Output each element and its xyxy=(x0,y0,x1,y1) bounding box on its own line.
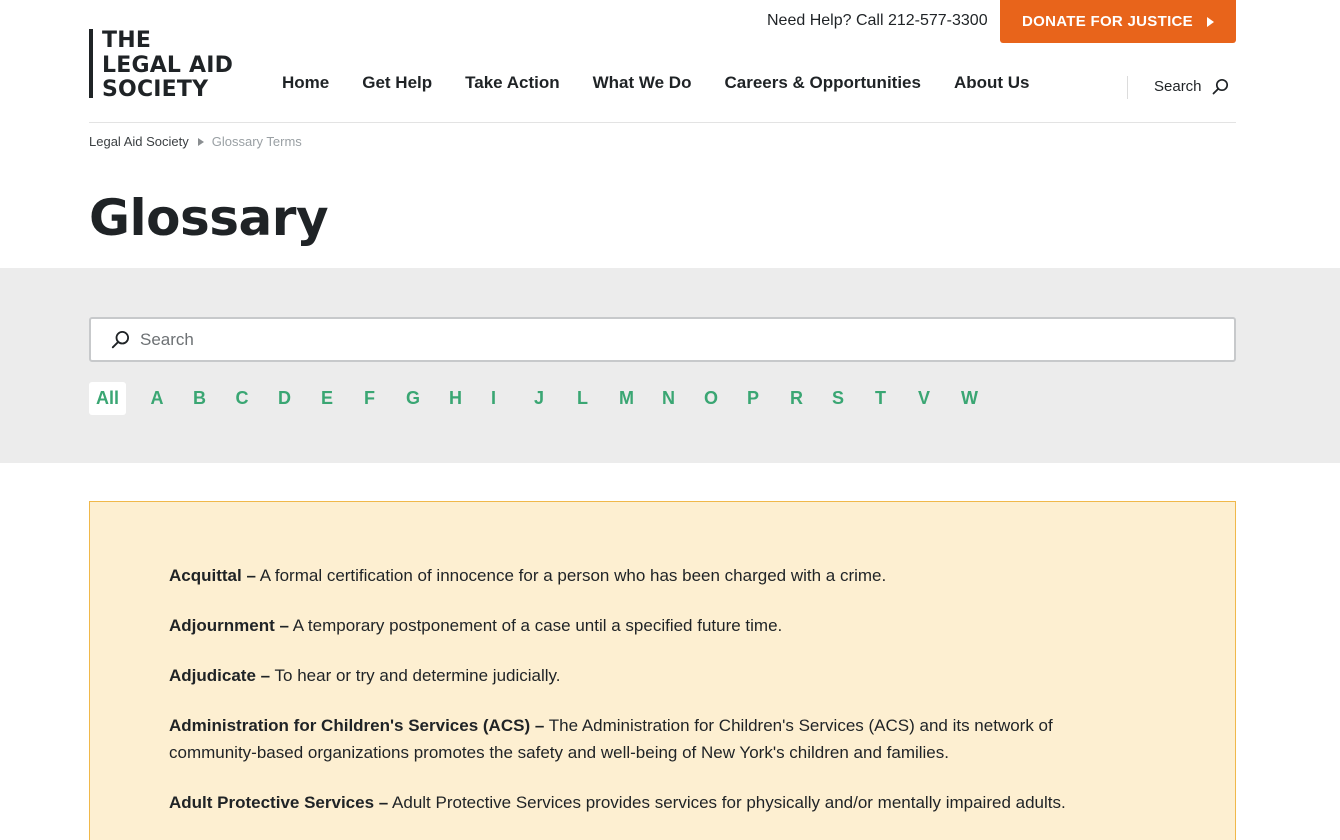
nav-item-take-action[interactable]: Take Action xyxy=(465,73,560,92)
header-search-button[interactable] xyxy=(1154,76,1229,96)
glossary-search-box[interactable] xyxy=(89,317,1236,362)
letter-filter-all[interactable]: All xyxy=(89,382,126,415)
term-dash: – xyxy=(260,666,271,685)
site-header xyxy=(0,0,1340,123)
glossary-definition: To hear or try and determine judicially. xyxy=(274,666,561,685)
glossary-entry xyxy=(169,663,1089,690)
letter-filter-item[interactable]: R xyxy=(790,388,803,408)
letter-filter-item[interactable]: S xyxy=(832,388,845,408)
letter-filter-item[interactable]: N xyxy=(662,388,675,408)
letter-filter-item[interactable]: I xyxy=(491,388,497,408)
breadcrumb-home-link[interactable]: Legal Aid Society xyxy=(89,134,189,149)
glossary-filter-band xyxy=(0,268,1340,463)
glossary-definition: Adult Protective Services provides services for physically and/or mentally impaired adults. xyxy=(392,792,1066,812)
nav-item-what-we-do[interactable]: What We Do xyxy=(592,73,692,92)
caret-right-icon xyxy=(1207,17,1214,27)
nav-item-careers[interactable]: Careers & Opportunities xyxy=(724,73,921,92)
letter-filter-item[interactable]: W xyxy=(961,388,978,408)
logo-line-2: LEGAL AID xyxy=(102,52,234,78)
letter-filter-item[interactable]: B xyxy=(193,388,206,408)
breadcrumb-separator-icon xyxy=(198,138,204,146)
header-search-label: Search xyxy=(1154,77,1202,95)
letter-filter-item[interactable]: M xyxy=(619,388,634,408)
letter-filter-item[interactable]: T xyxy=(875,388,886,408)
logo-line-3: SOCIETY xyxy=(102,77,209,102)
glossary-term: Acquittal xyxy=(169,566,242,585)
nav-divider xyxy=(1127,76,1128,99)
letter-filter-item[interactable]: G xyxy=(406,388,421,408)
glossary-definition: A temporary postponement of a case until a specified future time. xyxy=(292,616,783,635)
glossary-entry xyxy=(169,613,1089,640)
breadcrumb-current: Glossary Terms xyxy=(211,134,302,149)
glossary-entry xyxy=(169,563,1089,590)
donate-label: DONATE FOR JUSTICE xyxy=(1022,13,1193,30)
letter-filter-item[interactable]: L xyxy=(577,388,588,408)
letter-filter-item[interactable]: V xyxy=(918,388,931,408)
glossary-search-input[interactable] xyxy=(140,330,1140,350)
term-dash: – xyxy=(534,716,545,735)
glossary-definition: A formal certification of innocence for a person who has been charged with a crime. xyxy=(259,566,887,585)
logo-line-1: THE xyxy=(102,28,152,53)
letter-filter-item[interactable]: D xyxy=(278,388,291,408)
glossary-definition: The Administration for Children's Services (ACS) and its network of community-based organizations promotes the safety and well-being of New York's children and families. xyxy=(169,716,1053,762)
search-icon xyxy=(1212,78,1229,95)
letter-filter-item[interactable]: A xyxy=(150,388,164,408)
term-dash: – xyxy=(246,566,256,585)
search-icon xyxy=(111,330,130,349)
letter-filter-item[interactable]: C xyxy=(235,388,249,408)
glossary-entry xyxy=(169,790,1089,817)
letter-filter-item[interactable]: O xyxy=(704,388,719,408)
letter-filter-item[interactable]: J xyxy=(534,388,545,408)
main-nav xyxy=(282,72,1030,94)
term-dash: – xyxy=(279,616,289,635)
site-logo[interactable] xyxy=(89,28,239,102)
page-title: Glossary xyxy=(89,189,329,247)
glossary-entry xyxy=(169,713,1089,766)
letter-filter-item[interactable]: H xyxy=(449,388,462,408)
glossary-list-panel xyxy=(89,501,1236,840)
glossary-term: Adjournment xyxy=(169,616,275,635)
nav-item-about-us[interactable]: About Us xyxy=(953,73,1030,92)
nav-item-home[interactable]: Home xyxy=(282,73,330,92)
glossary-term: Administration for Children's Services (ACS) xyxy=(169,716,531,735)
letter-filter-item[interactable]: P xyxy=(747,388,760,408)
header-divider xyxy=(89,122,1236,123)
glossary-term: Adult Protective Services xyxy=(169,792,375,812)
donate-button[interactable] xyxy=(1000,0,1236,43)
glossary-term: Adjudicate xyxy=(169,666,256,685)
breadcrumb xyxy=(89,134,302,150)
term-dash: – xyxy=(378,792,389,812)
help-phone-text: Need Help? Call 212-577-3300 xyxy=(767,12,988,29)
nav-item-get-help[interactable]: Get Help xyxy=(362,73,433,92)
glossary-entries xyxy=(169,563,1089,840)
letter-filter-item[interactable]: E xyxy=(321,388,334,408)
letter-filter-item[interactable]: F xyxy=(364,388,375,408)
